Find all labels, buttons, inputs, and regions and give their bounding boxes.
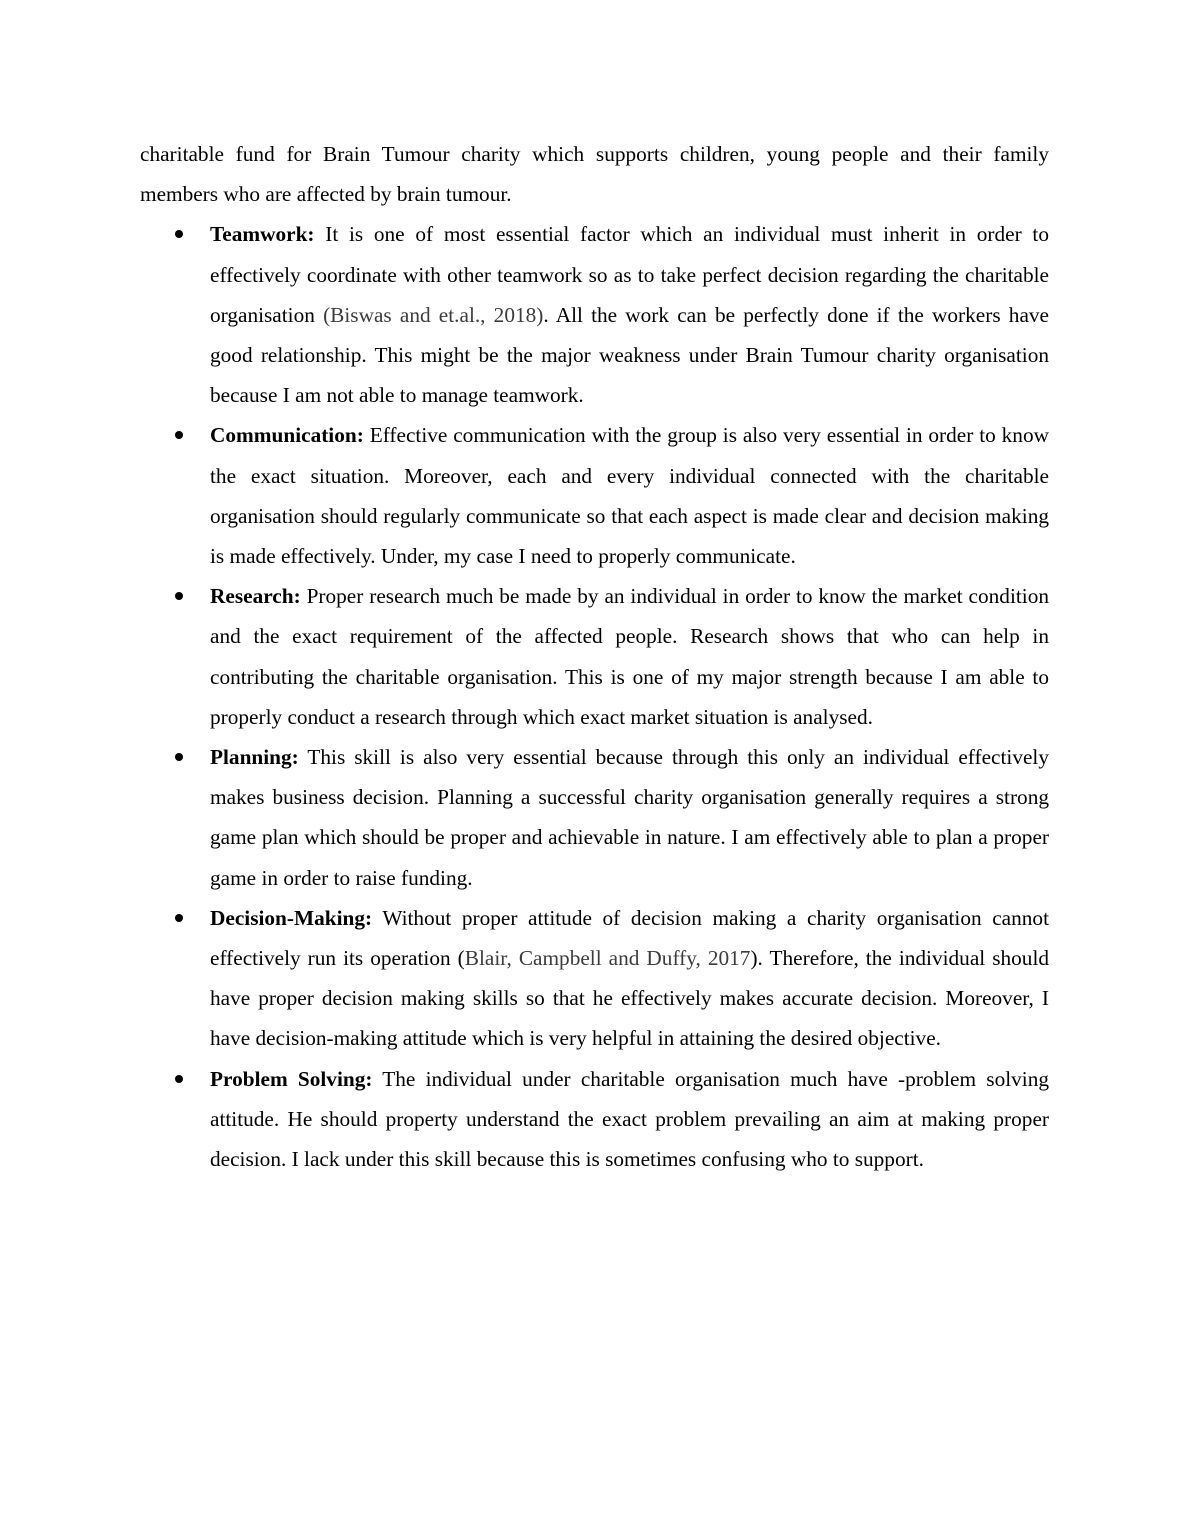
- bullet-item-research: [140, 576, 1049, 737]
- bullet-text: This skill is also very essential because through this only an individual effectively makes business decision. Planning a successful charity organisation generally requires a strong game plan which should be proper and achievable in nature. I am effectively able to plan a proper game in order to raise funding.: [210, 745, 1049, 890]
- bullet-item-communication: [140, 415, 1049, 576]
- bullet-text: Without proper attitude of decision making a charity organisation cannot effectively run its operation (: [210, 905, 1049, 971]
- citation: (Biswas and et.al., 2018): [323, 302, 544, 327]
- bullet-term: Teamwork:: [210, 222, 315, 247]
- bullet-item-planning: [140, 737, 1049, 898]
- bullet-item-problem-solving: [140, 1059, 1049, 1180]
- intro-paragraph: charitable fund for Brain Tumour charity which supports children, young people and their family members who are affected by brain tumour.: [140, 142, 1049, 207]
- bullet-text-after: . All the work can be perfectly done if the workers have good relationship. This might be the major weakness under Brain Tumour charity organisation because I am not able to manage teamwork.: [210, 302, 1049, 408]
- bullet-term: Problem Solving:: [210, 1066, 373, 1091]
- bullet-text: Effective communication with the group is also very essential in order to know the exact situation. Moreover, each and every individual connected with the charitable organisation should regularly communicate so that each aspect is made clear and decision making is made effectively. Under, my case I need to properly communicate.: [210, 423, 1049, 569]
- bullet-dot-icon: [175, 592, 183, 600]
- bullet-term: Decision-Making:: [210, 905, 373, 930]
- bullet-item-teamwork: [140, 214, 1049, 415]
- citation: Blair, Campbell and Duffy, 2017: [464, 946, 751, 971]
- bullet-term: Research:: [210, 584, 301, 609]
- bullet-text-after: ). Therefore, the individual should have proper decision making skills so that he effectively makes accurate decision. Moreover, I have decision-making attitude which is very helpful in attaining the desired objective.: [210, 946, 1050, 1051]
- bullet-dot-icon: [175, 431, 183, 439]
- skills-bullet-list: [140, 214, 1049, 1179]
- bullet-dot-icon: [175, 914, 183, 922]
- bullet-text: Proper research much be made by an individual in order to know the market condition and the exact requirement of the affected people. Research shows that who can help in contributing the charitable organisation. This is one of my major strength because I am able to properly conduct a research through which exact market situation is analysed.: [210, 584, 1049, 729]
- bullet-term: Planning:: [210, 745, 299, 770]
- bullet-dot-icon: [175, 1075, 183, 1083]
- bullet-item-decision-making: [140, 898, 1049, 1059]
- bullet-text: It is one of most essential factor which an individual must inherit in order to effectively coordinate with other teamwork so as to take perfect decision regarding the charitable organisation: [210, 222, 1049, 327]
- bullet-text: The individual under charitable organisation much have -problem solving attitude. He should property understand the exact problem prevailing an aim at making proper decision. I lack under this skill because this is sometimes confusing who to support.: [210, 1066, 1049, 1172]
- bullet-term: Communication:: [210, 423, 364, 448]
- bullet-dot-icon: [175, 230, 183, 238]
- bullet-dot-icon: [175, 753, 183, 761]
- document-page: [140, 134, 1049, 1179]
